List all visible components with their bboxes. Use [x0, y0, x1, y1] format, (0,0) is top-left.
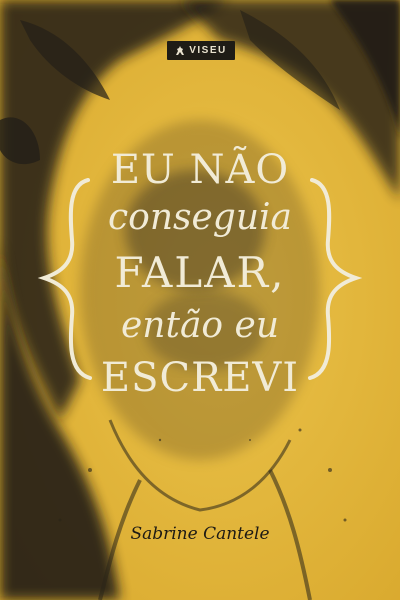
- author-name: Sabrine Cantele: [130, 524, 270, 544]
- title-line-1: EU NÃO: [110, 147, 290, 193]
- title-line-2: conseguia: [107, 197, 292, 238]
- title-line-4: então eu: [120, 305, 280, 346]
- publisher-name: VISEU: [189, 45, 227, 56]
- book-title: [40, 140, 360, 420]
- horse-rider-icon: [175, 46, 185, 56]
- title-line-3: FALAR,: [114, 248, 286, 297]
- title-line-5: ESCREVI: [100, 355, 300, 401]
- publisher-badge: [167, 41, 235, 60]
